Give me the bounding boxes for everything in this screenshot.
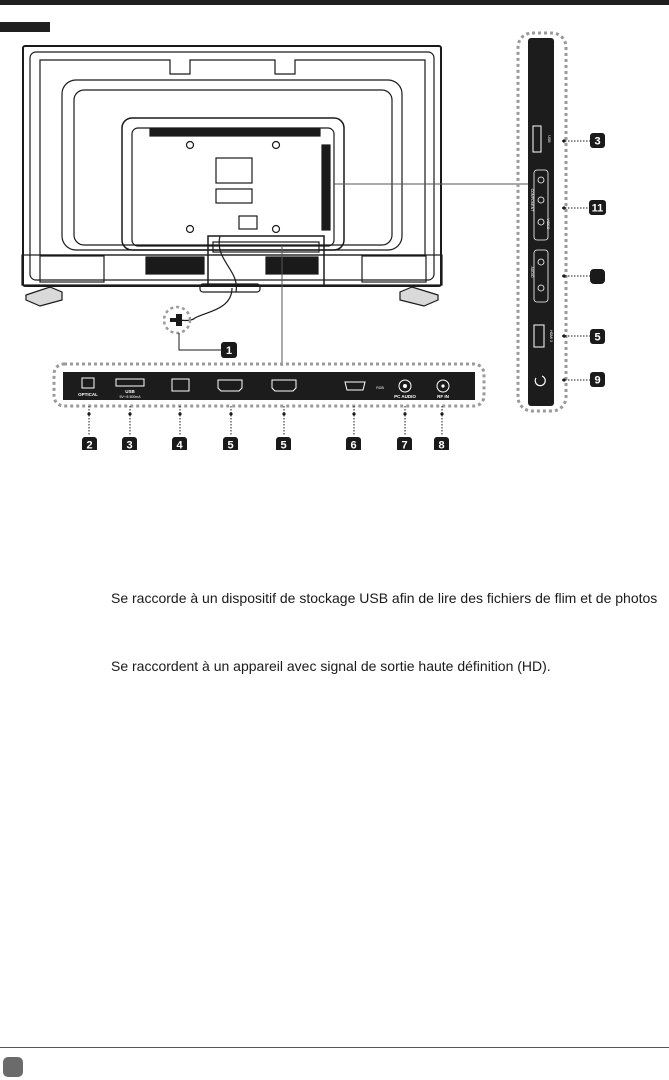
callout-hdmi-b [276, 437, 291, 450]
svg-text:USB: USB [125, 389, 135, 394]
svg-text:RGB: RGB [376, 386, 384, 390]
callout-lan [172, 437, 187, 450]
usb-description: Se raccorde à un dispositif de stockage USB afin de lire des fichiers de flim et de photos [111, 590, 658, 606]
svg-text:3: 3 [594, 135, 601, 148]
callout-side-component [589, 200, 606, 215]
svg-text:RF IN: RF IN [437, 394, 449, 399]
svg-text:8: 8 [438, 439, 445, 450]
callout-rf-in [434, 437, 449, 450]
svg-text:11: 11 [591, 202, 604, 215]
svg-text:VIDEO: VIDEO [546, 218, 550, 230]
callout-usb-rear [122, 437, 137, 450]
svg-text:USB: USB [547, 135, 551, 143]
svg-text:AUDIO: AUDIO [530, 266, 534, 278]
svg-text:5: 5 [227, 439, 234, 450]
svg-text:PC AUDIO: PC AUDIO [394, 394, 416, 399]
callout-side-hdmi [590, 329, 605, 344]
svg-text:3: 3 [126, 439, 133, 450]
callout-hdmi-a [223, 437, 238, 450]
tv-connections-diagram [0, 30, 669, 450]
callout-side-usb [590, 133, 605, 148]
callout-side-headphone [590, 372, 605, 387]
svg-text:5: 5 [280, 439, 287, 450]
svg-text:COMPONENT: COMPONENT [530, 188, 534, 212]
power-plug-icon [170, 314, 182, 326]
svg-text:9: 9 [594, 374, 601, 387]
tv-rear-view [22, 46, 442, 306]
callout-side-audio [590, 269, 605, 284]
svg-text:4: 4 [176, 439, 183, 450]
callout-vga [346, 437, 361, 450]
hdmi-description: Se raccordent à un appareil avec signal de sortie haute définition (HD). [111, 658, 551, 674]
svg-text:5V⎓5 500mA: 5V⎓5 500mA [119, 395, 141, 399]
svg-text:HDMI 3: HDMI 3 [549, 330, 553, 342]
svg-text:2: 2 [86, 439, 93, 450]
svg-text:7: 7 [401, 439, 408, 450]
callout-optical [82, 437, 97, 450]
svg-text:6: 6 [350, 439, 357, 450]
svg-text:1: 1 [225, 345, 233, 357]
page-number-badge [3, 1057, 23, 1077]
callout-power [221, 342, 237, 358]
svg-text:OPTICAL: OPTICAL [78, 392, 98, 397]
header-bar [0, 0, 669, 5]
callout-pc-audio [397, 437, 412, 450]
svg-text:5: 5 [594, 331, 601, 344]
power-cord [176, 288, 232, 321]
footer-divider [0, 1047, 669, 1048]
